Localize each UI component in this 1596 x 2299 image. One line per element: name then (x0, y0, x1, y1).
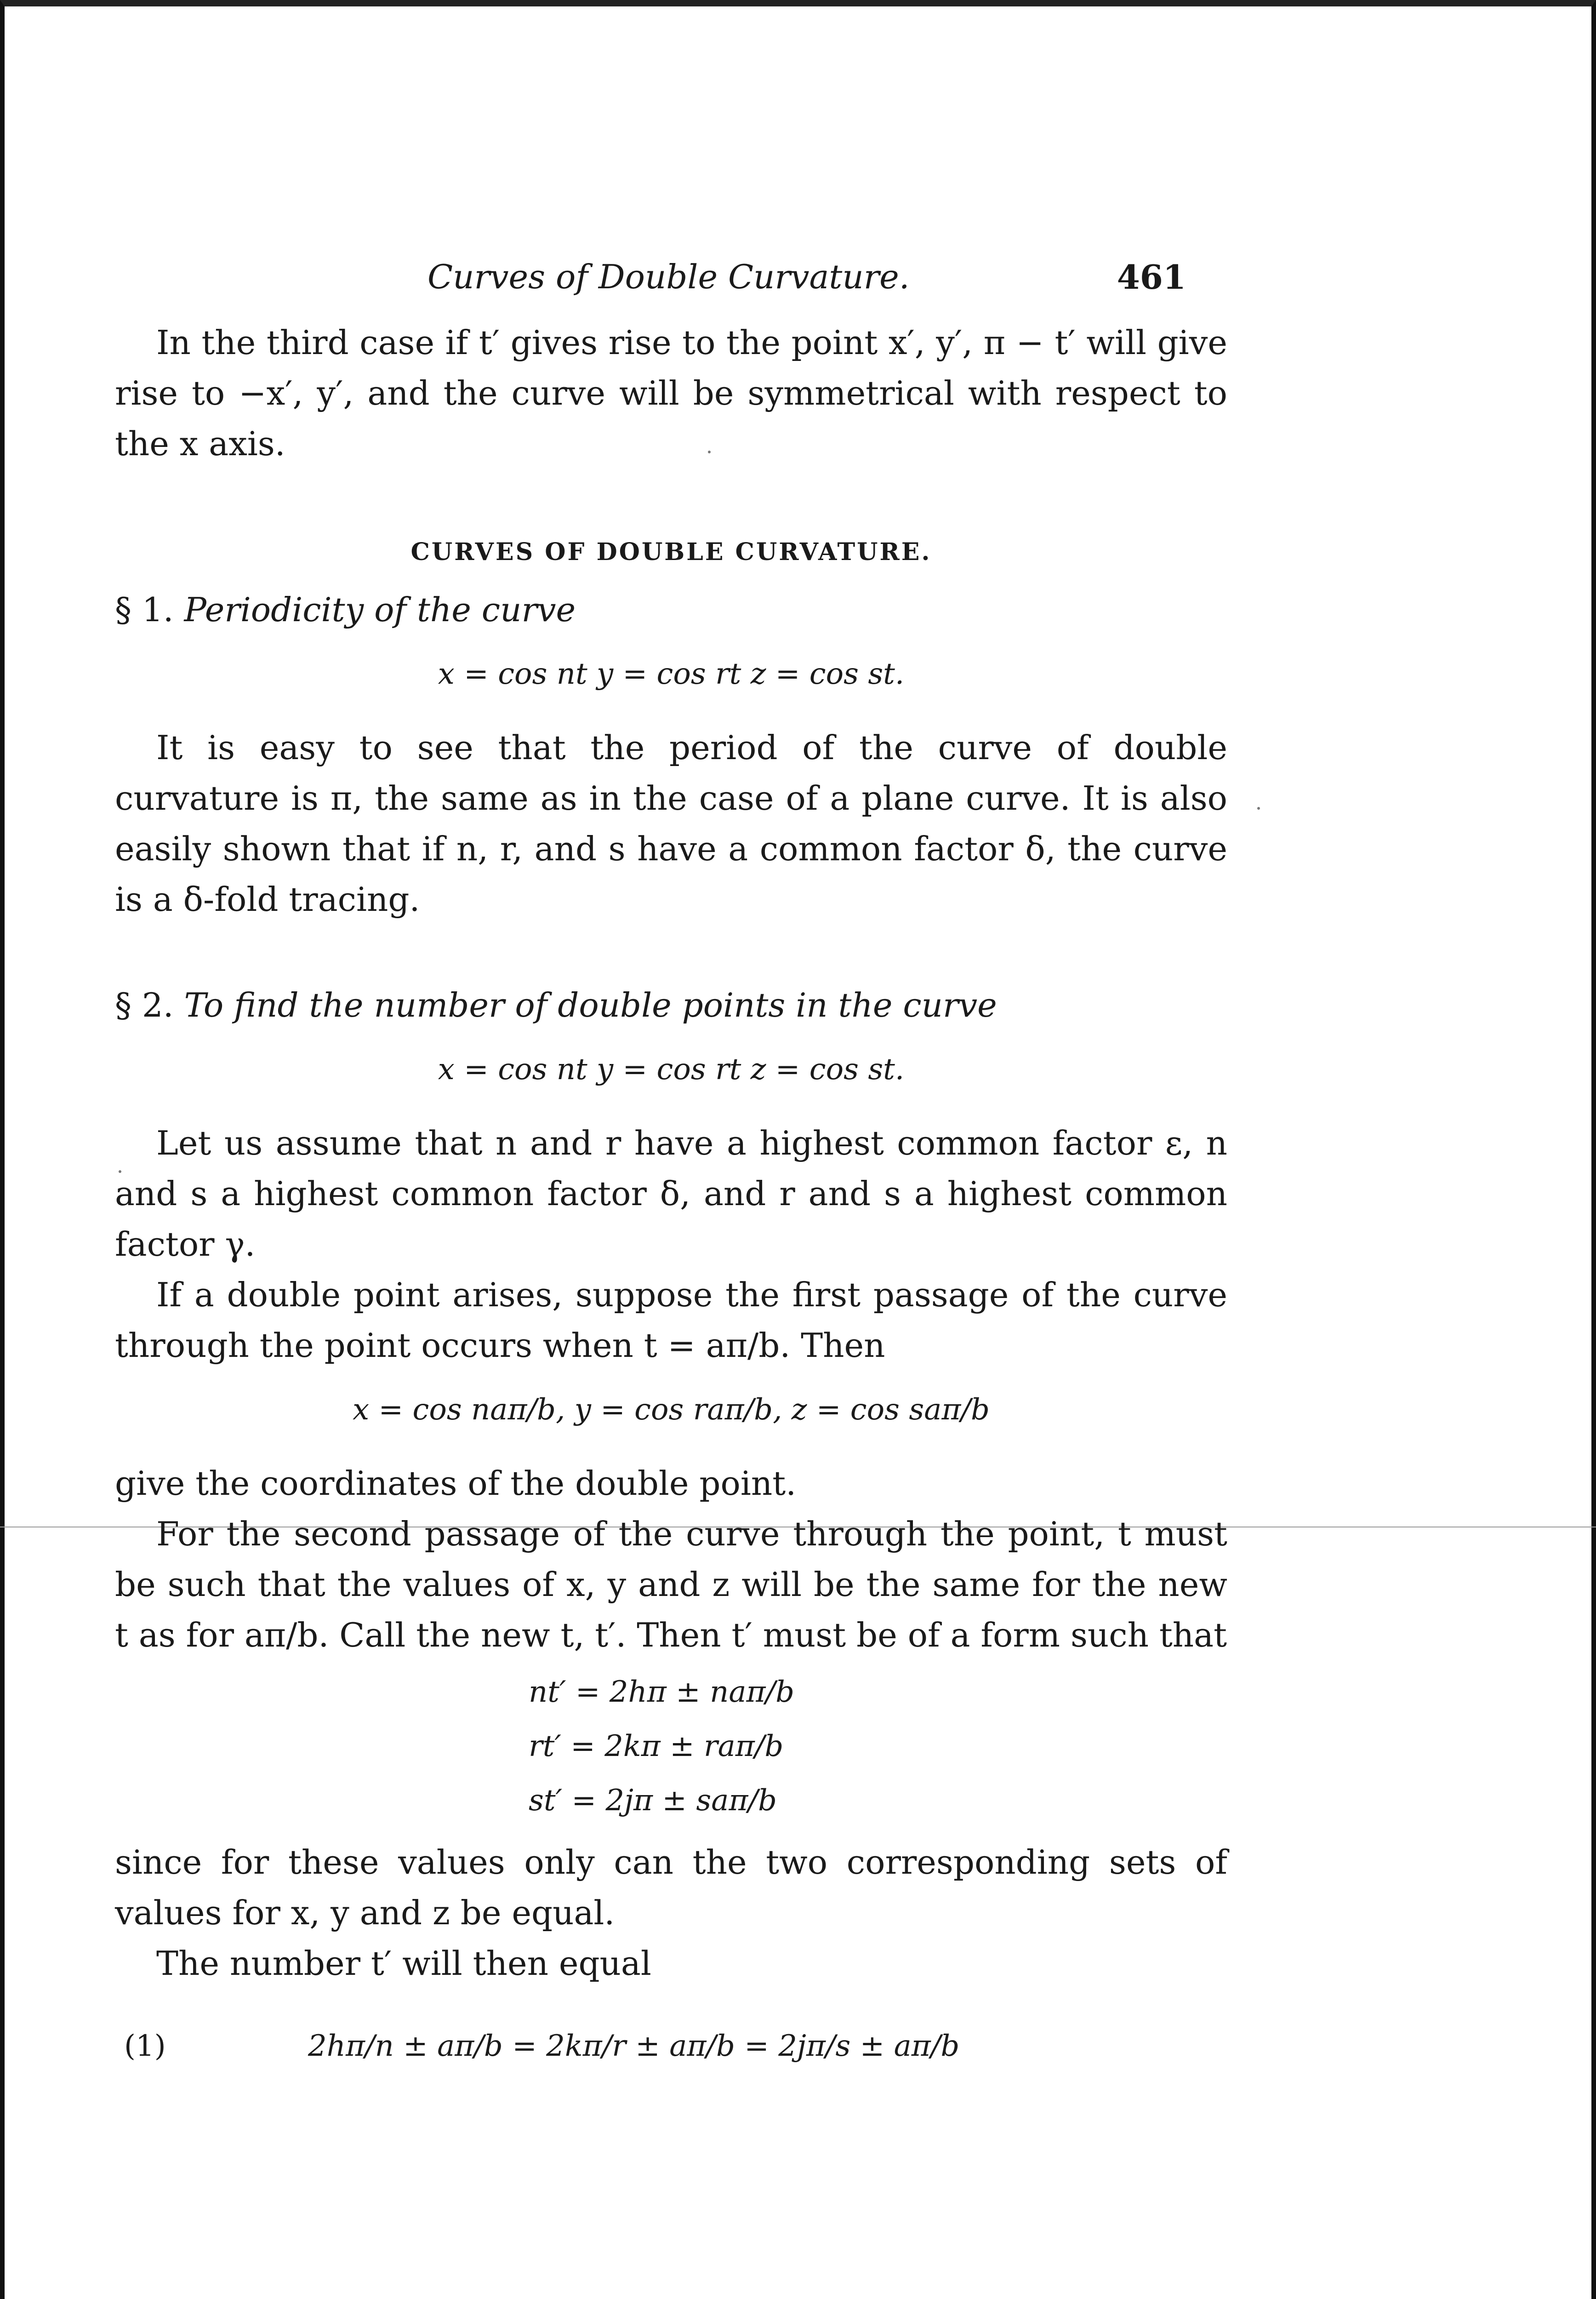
page-number: 461 (1117, 257, 1186, 297)
subsection-1-heading (115, 584, 1227, 635)
equation-number: (1) (124, 2029, 166, 2063)
subsection-2-title: To find the number of double points in the curve (184, 986, 997, 1024)
page-content (115, 257, 1227, 2071)
equation-system-line-1: nt′ = 2hπ ± naπ/b (529, 1675, 795, 1709)
paragraph-common-factors: Let us assume that n and r have a highest common factor ε, n and s a highest common factor δ, and r and s a highest common factor γ. (115, 1124, 1227, 1264)
running-title: Curves of Double Curvature. (428, 257, 910, 296)
subsection-2-heading (115, 980, 1227, 1030)
subsection-1-number: § 1. (115, 590, 174, 629)
paragraph-since: since for these values only can the two corresponding sets of values for x, y and z be equal. (115, 1843, 1227, 1932)
equation-curve-2: x = cos nt y = cos rt z = cos st. (438, 1052, 905, 1087)
paragraph-coordinates-note: give the coordinates of the double point. (115, 1464, 797, 1503)
equation-system-line-2: rt′ = 2kπ ± raπ/b (529, 1729, 784, 1763)
equation-system (115, 1665, 1227, 1828)
equation-coordinates: x = cos naπ/b, y = cos raπ/b, z = cos saπ/b (353, 1393, 990, 1427)
equation-body: 2hπ/n ± aπ/b = 2kπ/r ± aπ/b = 2jπ/s ± aπ/b (308, 2029, 960, 2063)
speck-mark (1257, 807, 1260, 810)
equation-curve-1: x = cos nt y = cos rt z = cos st. (438, 657, 905, 691)
equation-system-line-3: st′ = 2jπ ± saπ/b (529, 1784, 777, 1818)
subsection-1-title: Periodicity of the curve (184, 590, 576, 629)
subsection-2-number: § 2. (115, 986, 174, 1024)
paragraph-double-point: If a double point arises, suppose the first passage of the curve through the point occurs when t = aπ/b. Then (115, 1275, 1227, 1365)
paragraph-periodicity: It is easy to see that the period of the curve of double curvature is π, the same as in the case of a plane curve. It is also easily shown that if n, r, and s have a common factor δ, the curve is a δ-fold tracing. (115, 728, 1227, 919)
section-heading: CURVES OF DOUBLE CURVATURE. (410, 538, 932, 566)
spacer (115, 925, 1227, 975)
paragraph-number-t: The number t′ will then equal (156, 1944, 651, 1983)
numbered-equation-1 (115, 2021, 1227, 2071)
page-header (115, 257, 1227, 308)
paragraph-second-passage: For the second passage of the curve through the point, t must be such that the values of x, y and z will be the same for the new t as for aπ/b. Call the new t, t′. Then t′ must be of a form such that (115, 1515, 1227, 1654)
paragraph-third-case: In the third case if t′ gives rise to the point x′, y′, π − t′ will give rise to −x′, y′, and the curve will be symmetrical with respect to the x axis. (115, 323, 1227, 463)
